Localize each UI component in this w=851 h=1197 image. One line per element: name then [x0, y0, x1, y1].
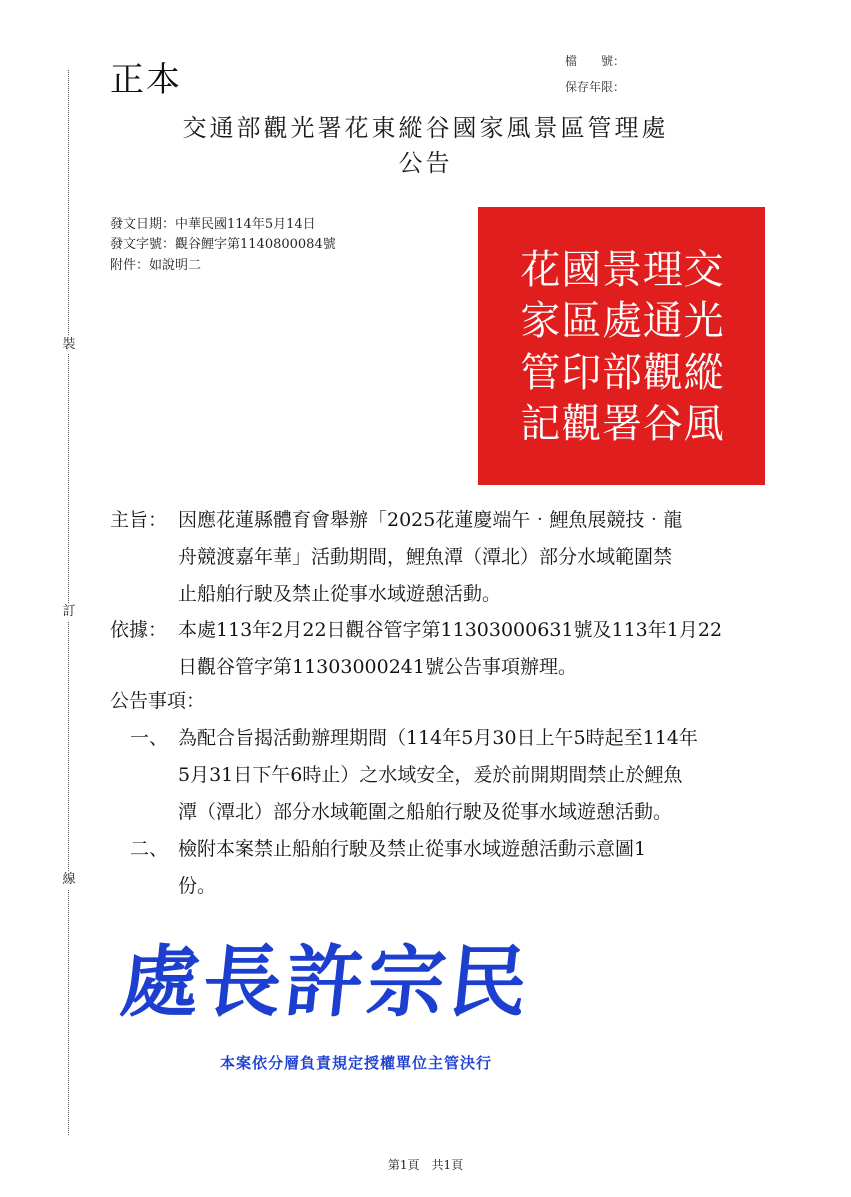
seal-characters: [520, 245, 724, 450]
seal-character: 管: [520, 349, 561, 396]
item-text: [178, 831, 778, 905]
subject-label: 主旨：: [110, 509, 168, 531]
basis-text: [178, 612, 778, 686]
basis-line: 日觀谷管字第11303000241號公告事項辦理。: [178, 656, 577, 678]
seal-character: 區: [561, 298, 602, 345]
document-number: 發文字號：觀谷鯉字第1140800084號: [110, 237, 336, 252]
item-line: 檢附本案禁止船舶行駛及禁止從事水域遊憩活動示意圖1: [178, 838, 647, 860]
attachment-note: 附件：如說明二: [110, 258, 202, 273]
seal-character: 理: [642, 247, 683, 293]
subject-text: [178, 502, 778, 613]
binding-mark-bottom: 線: [60, 871, 78, 889]
binding-mark-top: 裝: [60, 336, 78, 354]
seal-character: 印: [561, 349, 602, 396]
subject-line: 止船舶行駛及禁止從事水域遊憩活動。: [178, 583, 502, 605]
seal-character: 風: [683, 400, 724, 447]
binding-mark-middle: 訂: [60, 603, 78, 621]
announcement-items-label: 公告事項：: [110, 690, 206, 712]
seal-character: 谷: [642, 400, 683, 447]
agency-title: 交通部觀光署花東縱谷國家風景區管理處: [182, 114, 669, 142]
seal-character: 部: [601, 349, 642, 396]
seal-character: 處: [601, 298, 642, 345]
seal-character: 署: [601, 400, 642, 447]
subject-line: 舟競渡嘉年華」活動期間，鯉魚潭（潭北）部分水域範圍禁: [178, 546, 673, 568]
item-text: [178, 720, 778, 831]
seal-character: 記: [520, 400, 561, 447]
subject-line: 因應花蓮縣體育會舉辦「2025花蓮慶端午‧鯉魚展競技‧龍: [178, 509, 683, 531]
seal-character: 花: [520, 247, 561, 293]
seal-character: 觀: [642, 349, 683, 396]
seal-character: 通: [642, 298, 683, 345]
seal-character: 國: [561, 247, 602, 293]
issue-date: 發文日期：中華民國114年5月14日: [110, 217, 316, 232]
director-signature-stamp: 處長許宗民: [116, 937, 537, 1028]
delegation-stamp: 本案依分層負責規定授權單位主管決行: [220, 1054, 493, 1072]
item-number: 一、: [130, 727, 169, 749]
seal-character: 縱: [683, 349, 724, 396]
seal-character: 交: [683, 247, 724, 293]
retention-label: 保存年限：: [565, 80, 626, 94]
item-line: 潭（潭北）部分水域範圍之船舶行駛及從事水域遊憩活動。: [178, 801, 673, 823]
original-copy-label: 正本: [110, 60, 182, 100]
official-seal: [478, 207, 765, 485]
basis-line: 本處113年2月22日觀谷管字第11303000631號及113年1月22: [178, 619, 723, 641]
item-line: 份。: [178, 875, 217, 897]
seal-character: 家: [520, 298, 561, 345]
seal-character: 光: [683, 298, 724, 345]
page-number: 第1頁 共1頁: [387, 1158, 464, 1172]
item-line: 5月31日下午6時止）之水域安全，爰於前開期間禁止於鯉魚: [178, 764, 683, 786]
item-line: 為配合旨揭活動辦理期間（114年5月30日上午5時起至114年: [178, 727, 698, 749]
document-type: 公告: [398, 149, 453, 177]
seal-character: 觀: [561, 400, 602, 447]
item-number: 二、: [130, 838, 169, 860]
seal-character: 景: [601, 247, 642, 293]
file-number-label: 檔 號：: [565, 54, 626, 68]
basis-label: 依據：: [110, 619, 168, 641]
